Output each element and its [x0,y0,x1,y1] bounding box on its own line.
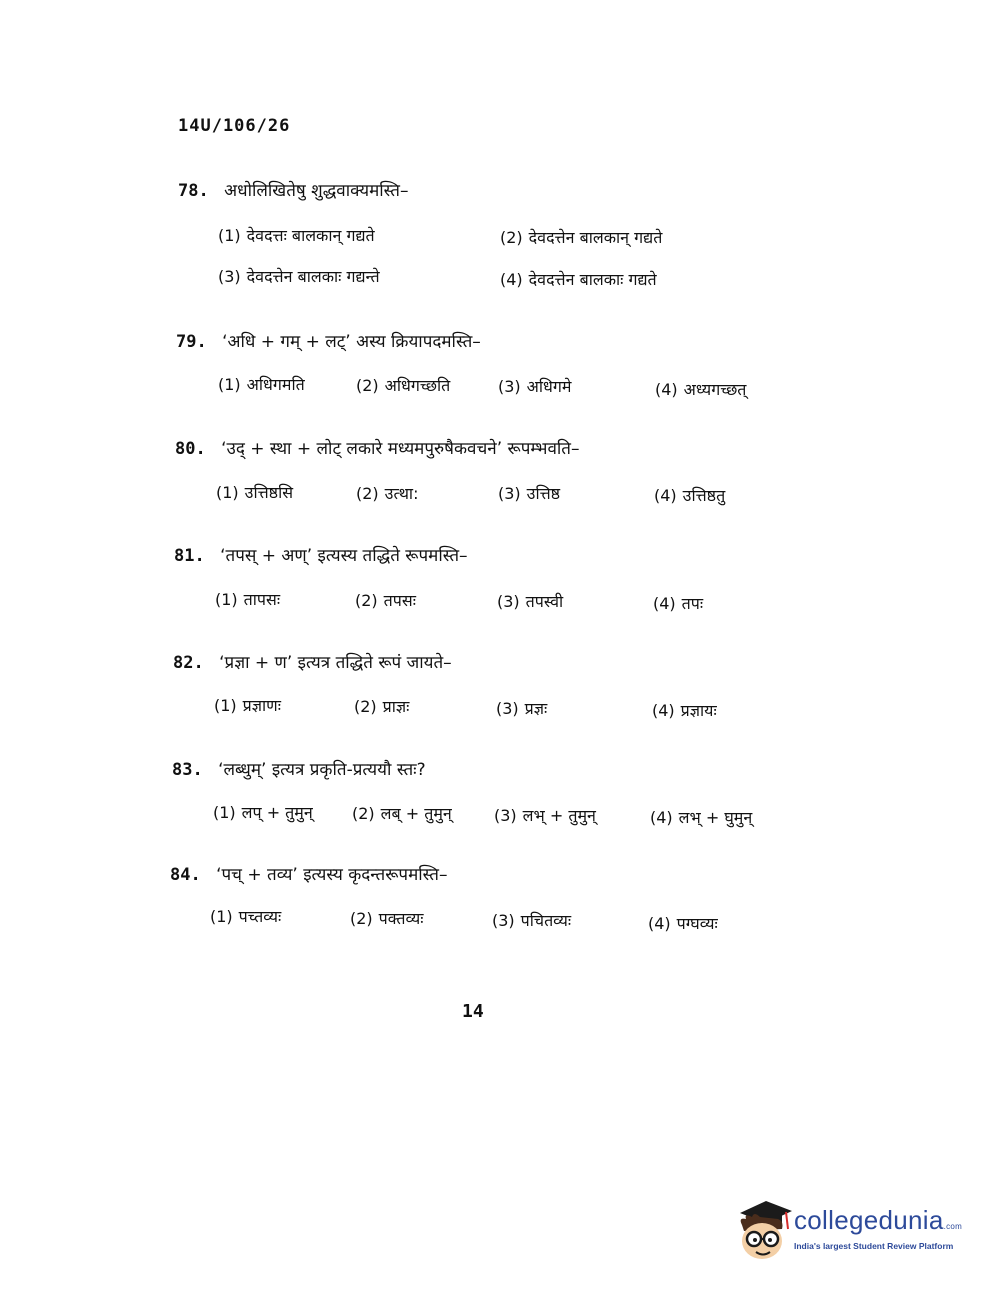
question-text: ‘अधि + गम् + लट्’ अस्य क्रियापदमस्ति– [222,332,481,352]
option-4: (4) उत्तिष्ठतु [654,486,726,505]
paper-code: 14U/106/26 [178,116,291,136]
option-2: (2) देवदत्तेन बालकान् गद्यते [500,228,663,247]
option-1: (1) अधिगमति [218,375,305,394]
question-number: 83. [172,760,203,780]
option-1: (1) पच्तव्यः [210,907,282,926]
option-3: (3) लभ् + तुमुन् [494,806,596,825]
option-2: (2) पक्तव्यः [350,909,424,928]
option-4: (4) लभ् + घुमुन् [650,808,753,827]
question-number: 84. [170,865,201,885]
option-3: (3) अधिगमे [498,377,572,396]
logo-tagline: India's largest Student Review Platform [794,1241,954,1251]
option-2: (2) लब् + तुमुन् [352,804,452,823]
question-number: 78. [178,181,209,201]
collegedunia-logo [732,1195,962,1270]
logo-wordmark: collegedunia [794,1205,944,1235]
option-2: (2) तपसः [355,591,416,610]
question-number: 82. [173,653,204,673]
option-1: (1) तापसः [215,590,281,609]
option-2: (2) उत्था: [356,484,419,503]
option-1: (1) उत्तिष्ठसि [216,483,294,502]
option-4: (4) अध्यगच्छत् [655,380,747,399]
mascot-icon [732,1195,794,1270]
option-1: (1) प्रज्ञाणः [214,696,281,715]
option-3: (3) उत्तिष्ठ [498,484,561,503]
option-3: (3) तपस्वी [497,592,564,611]
logo-suffix: .com [943,1222,963,1231]
question-text: ‘लब्धुम्’ इत्यत्र प्रकृति-प्रत्ययौ स्तः? [218,760,426,780]
option-1: (1) देवदत्तः बालकान् गद्यते [218,226,375,245]
option-4: (4) देवदत्तेन बालकाः गद्यते [500,270,657,289]
option-4: (4) तपः [653,594,704,613]
option-3: (3) पचितव्यः [492,911,572,930]
question-text: ‘पच् + तव्य’ इत्यस्य कृदन्तरूपमस्ति– [216,865,448,885]
page-number: 14 [462,1001,484,1022]
question-text: ‘उद् + स्था + लोट् लकारे मध्यमपुरुषैकवचने’ रूपम्भवति– [221,439,580,459]
option-1: (1) लप् + तुमुन् [213,803,313,822]
question-text: ‘प्रज्ञा + ण’ इत्यत्र तद्धिते रूपं जायते– [219,653,452,673]
option-4: (4) प्रज्ञायः [652,701,717,720]
option-4: (4) पग्घव्यः [648,914,718,933]
option-2: (2) प्राज्ञः [354,697,410,716]
option-2: (2) अधिगच्छति [356,376,451,395]
question-number: 81. [174,546,205,566]
option-3: (3) प्रज्ञः [496,699,548,718]
question-number: 79. [176,332,207,352]
option-3: (3) देवदत्तेन बालकाः गद्यन्ते [218,267,380,286]
question-text: अधोलिखितेषु शुद्धवाक्यमस्ति– [224,181,409,201]
question-number: 80. [175,439,206,459]
question-text: ‘तपस् + अण्’ इत्यस्य तद्धिते रूपमस्ति– [220,546,468,566]
